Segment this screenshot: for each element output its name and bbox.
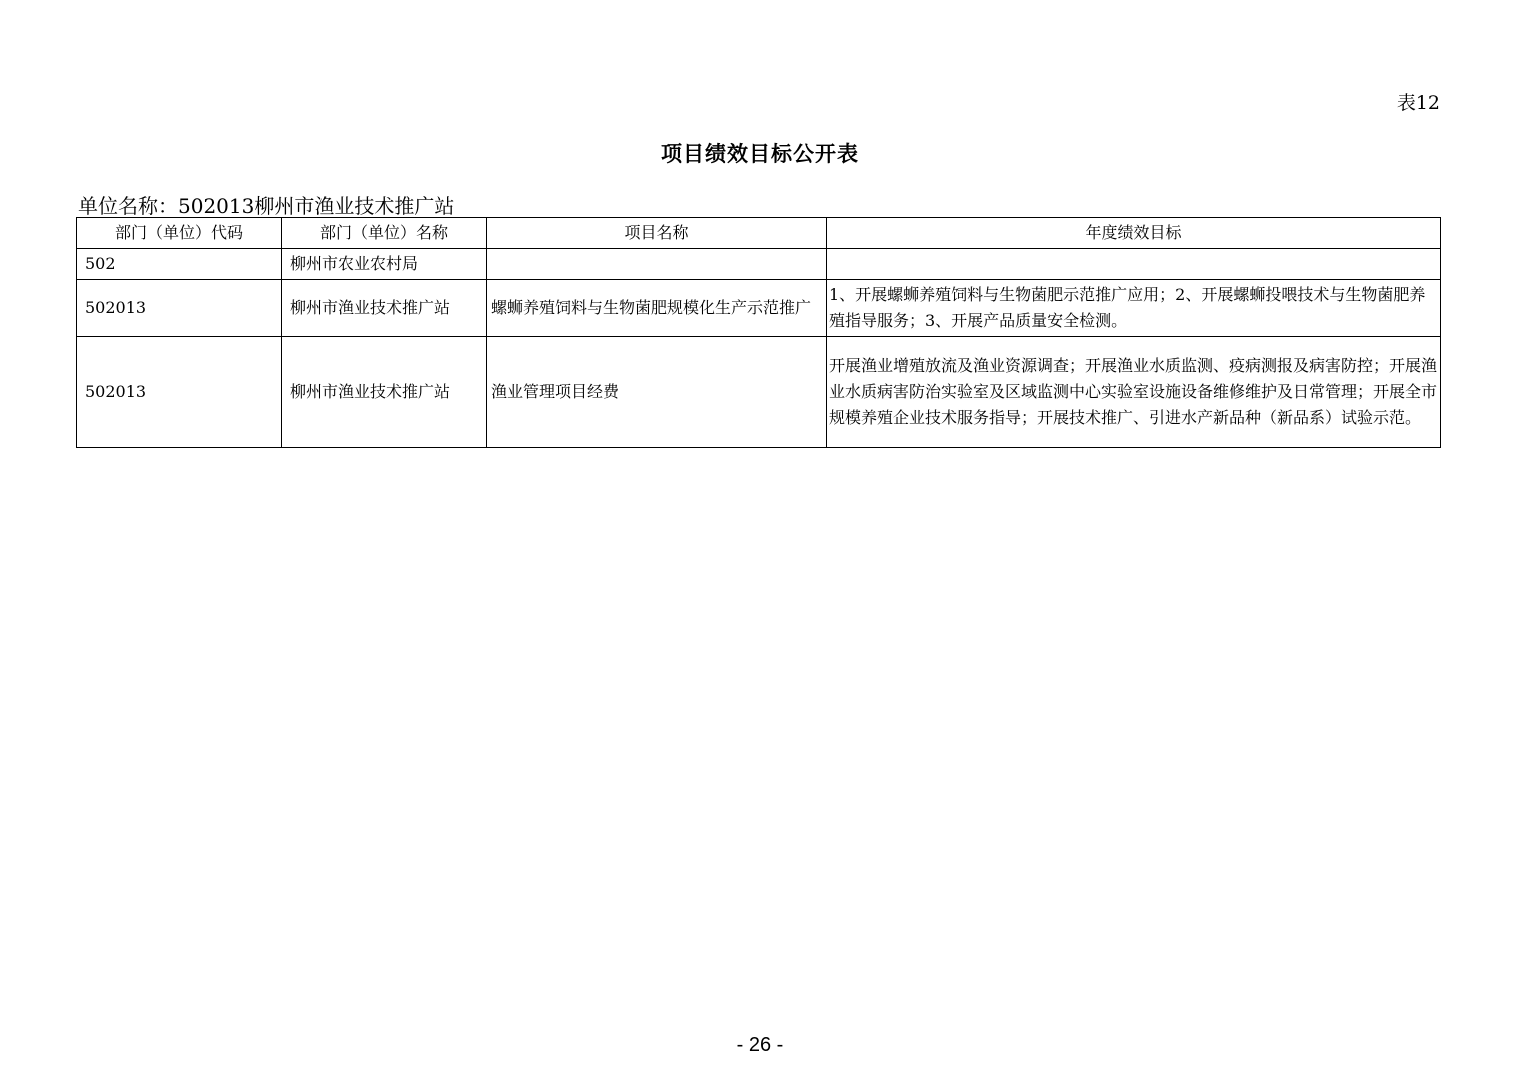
cell-dept-name: 柳州市渔业技术推广站	[282, 280, 487, 337]
header-project-name: 项目名称	[487, 218, 827, 249]
table-number: 表12	[1396, 92, 1440, 114]
cell-dept-name: 柳州市渔业技术推广站	[282, 337, 487, 448]
unit-name-label: 单位名称：	[78, 194, 178, 218]
performance-goals-table	[76, 217, 1441, 448]
cell-project-name: 渔业管理项目经费	[487, 337, 827, 448]
document-title: 项目绩效目标公开表	[661, 142, 859, 166]
cell-annual-goal: 1、开展螺蛳养殖饲料与生物菌肥示范推广应用；2、开展螺蛳投喂技术与生物菌肥养殖指导服务；3、开展产品质量安全检测。	[827, 280, 1441, 337]
header-annual-goal: 年度绩效目标	[827, 218, 1441, 249]
header-dept-code: 部门（单位）代码	[77, 218, 282, 249]
cell-dept-name: 柳州市农业农村局	[282, 249, 487, 280]
table-header-row	[77, 218, 1441, 249]
cell-annual-goal	[827, 249, 1441, 280]
unit-name-value: 502013柳州市渔业技术推广站	[178, 194, 455, 218]
table-row	[77, 337, 1441, 448]
page-number: - 26 -	[736, 1034, 784, 1056]
table-row	[77, 249, 1441, 280]
cell-annual-goal: 开展渔业增殖放流及渔业资源调查；开展渔业水质监测、疫病测报及病害防控；开展渔业水质病害防治实验室及区域监测中心实验室设施设备维修维护及日常管理；开展全市规模养殖企业技术服务指导；开展技术推广、引进水产新品种（新品系）试验示范。	[827, 337, 1441, 448]
header-dept-name: 部门（单位）名称	[282, 218, 487, 249]
cell-dept-code: 502013	[77, 337, 282, 448]
unit-name-line	[78, 190, 454, 219]
cell-project-name: 螺蛳养殖饲料与生物菌肥规模化生产示范推广	[487, 280, 827, 337]
cell-dept-code: 502	[77, 249, 282, 280]
table-row	[77, 280, 1441, 337]
cell-dept-code: 502013	[77, 280, 282, 337]
cell-project-name	[487, 249, 827, 280]
